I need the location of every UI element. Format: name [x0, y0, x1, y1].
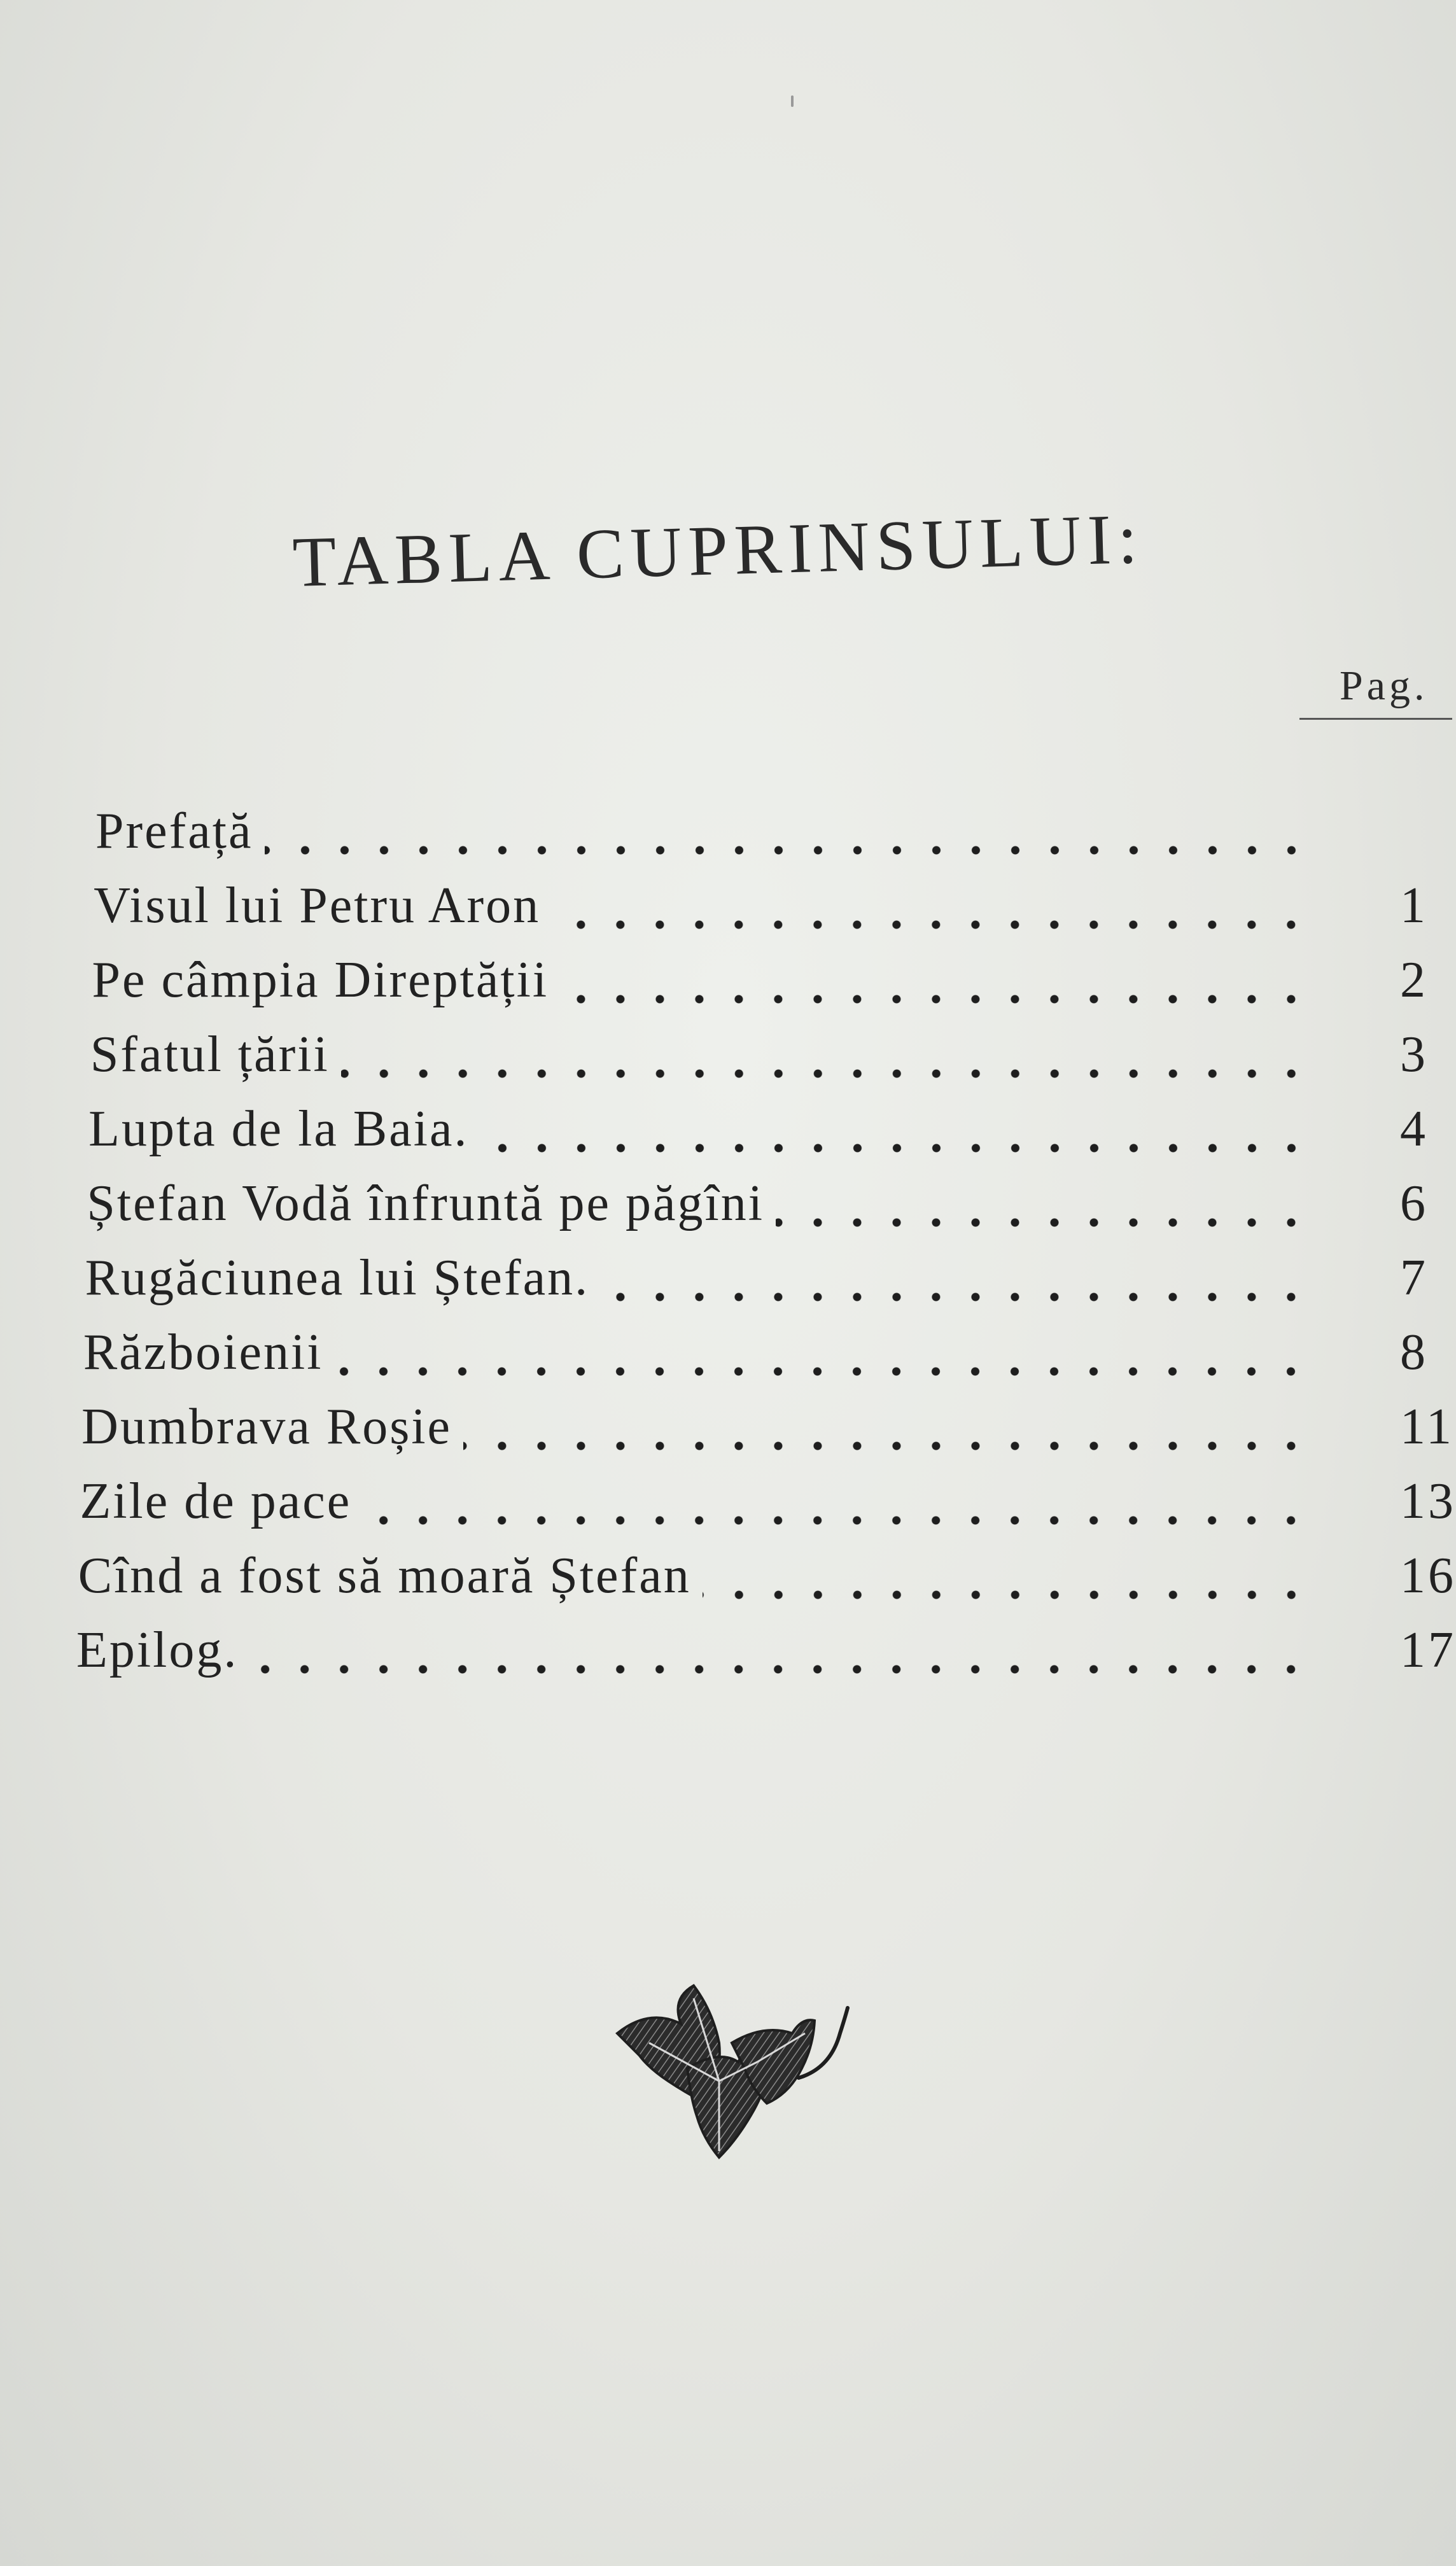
toc-entry-title: Rugăciunea lui Ștefan.: [85, 1250, 590, 1306]
toc-entry-title: Sfatul țării: [90, 1027, 330, 1083]
toc-entry-page: 16: [1400, 1548, 1456, 1604]
dot-leader: [703, 1590, 1311, 1600]
dot-leader: [341, 1069, 1311, 1079]
toc-entry-title: Prefață: [95, 803, 253, 859]
page-column-rule: [1299, 718, 1452, 720]
dot-leader: [265, 845, 1311, 855]
toc-row: [0, 1175, 1443, 1237]
toc-row: [0, 803, 1443, 864]
toc-entry-page: 8: [1400, 1324, 1428, 1380]
page-title: TABLA CUPRINSULUI:: [291, 499, 1145, 602]
toc-row: [0, 1027, 1443, 1088]
toc-entry-title: Pe câmpia Direptății: [92, 952, 549, 1008]
page-column-label: Pag.: [1340, 663, 1429, 709]
dot-leader: [560, 994, 1311, 1004]
dot-leader: [480, 1143, 1311, 1153]
toc-entry-title: Visul lui Petru Aron: [94, 878, 541, 934]
toc-entry-page: 7: [1400, 1250, 1428, 1306]
toc-row: [0, 1473, 1456, 1534]
dot-leader: [601, 1292, 1311, 1302]
toc-row: [0, 1548, 1456, 1609]
paper-speck: [791, 95, 794, 107]
toc-row: [0, 1399, 1455, 1460]
dot-leader: [463, 1441, 1311, 1451]
toc-entry-page: 2: [1400, 952, 1428, 1008]
dot-leader: [249, 1664, 1311, 1674]
toc-row: [0, 1622, 1456, 1683]
dot-leader: [552, 920, 1311, 930]
toc-entry-title: Războienii: [83, 1324, 323, 1380]
toc-row: [0, 1101, 1443, 1162]
toc-entry-title: Epilog.: [76, 1622, 239, 1678]
toc-entry-page: 6: [1400, 1175, 1428, 1231]
toc-entry-title: Ștefan Vodă înfruntă pe păgîni: [87, 1175, 764, 1231]
toc-row: [0, 1250, 1443, 1311]
toc-entry-page: 13: [1400, 1473, 1456, 1529]
ivy-leaf-ornament-icon: [611, 1973, 865, 2177]
dot-leader: [363, 1515, 1311, 1525]
toc-entry-page: 17: [1400, 1622, 1456, 1678]
dot-leader: [334, 1366, 1311, 1377]
toc-entry-page: 11: [1400, 1399, 1455, 1455]
toc-entry-title: Zile de pace: [80, 1473, 352, 1529]
toc-row: [0, 878, 1443, 939]
toc-entry-page: 1: [1400, 878, 1428, 934]
toc-entry-title: Dumbrava Roșie: [81, 1399, 452, 1455]
toc-entry-title: Cînd a fost să moară Ștefan: [78, 1548, 691, 1604]
toc-entry-page: 3: [1400, 1027, 1428, 1083]
toc-entry-page: 4: [1400, 1101, 1428, 1157]
toc-entry-title: Lupta de la Baia.: [88, 1101, 469, 1157]
toc-row: [0, 952, 1443, 1013]
toc-row: [0, 1324, 1443, 1385]
dot-leader: [776, 1217, 1311, 1228]
